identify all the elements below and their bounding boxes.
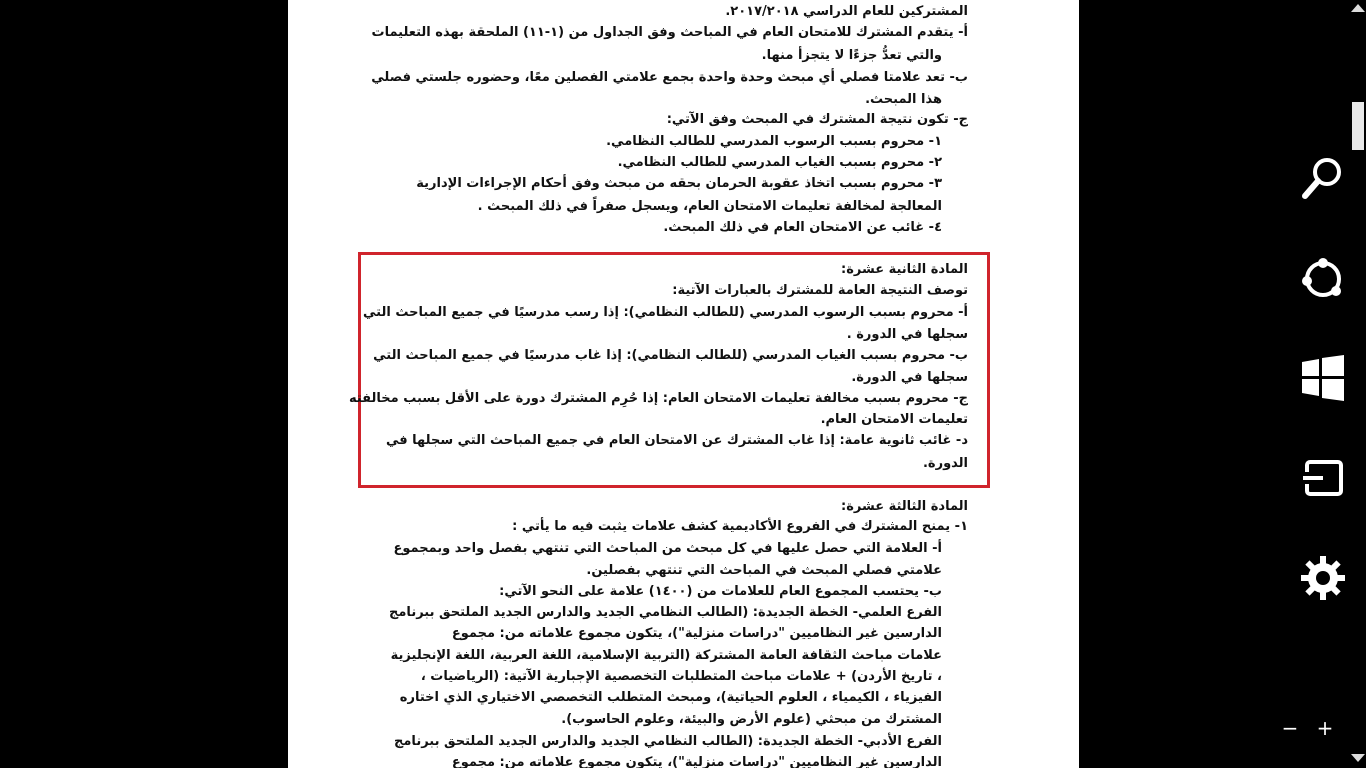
doc-line: هذا المبحث. <box>865 92 942 107</box>
article13-line: الفرع الأدبي- الخطة الجديدة: (الطالب النظامي الجديد والدارس الجديد الملتحق ببرنامج <box>394 734 942 749</box>
article13-line: ب- يحتسب المجموع العام للعلامات من (١٤٠٠) علامة على النحو الآتي: <box>499 584 942 599</box>
article13-line: أ- العلامة التي حصل عليها في كل مبحث من المباحث التي تنتهي بفصل واحد وبمجموع <box>393 541 942 556</box>
doc-line: ٤- غائب عن الامتحان العام في ذلك المبحث. <box>663 220 942 235</box>
zoom-out-button[interactable]: − <box>1281 716 1299 740</box>
article13-line: الفرع العلمي- الخطة الجديدة: (الطالب النظامي الجديد والدارس الجديد الملتحق ببرنامج <box>389 605 942 620</box>
article12-line: سجلها في الدورة. <box>851 370 968 385</box>
article13-line: الدارسين غير النظاميين "دراسات منزلية")، يتكون مجموع علاماته من: مجموع <box>451 626 942 641</box>
share-charm[interactable] <box>1295 250 1351 306</box>
doc-line: أ- يتقدم المشترك للامتحان العام في المباحث وفق الجداول من (١-١١) الملحقة بهذه التعليمات <box>371 25 968 40</box>
article13-line: المادة الثالثة عشرة: <box>841 499 968 514</box>
article13-line: المشترك من مبحثي (علوم الأرض والبيئة، وعلوم الحاسوب). <box>561 712 942 727</box>
article12-line: تعليمات الامتحان العام. <box>820 412 968 427</box>
article12-line: ب- محروم بسبب الغياب المدرسي (للطالب النظامي): إذا غاب مدرسيًا في جميع المباحث التي <box>373 348 968 363</box>
document-page <box>288 0 1079 768</box>
start-charm[interactable] <box>1295 350 1351 406</box>
scroll-thumb[interactable] <box>1352 102 1364 150</box>
devices-charm[interactable] <box>1295 450 1351 506</box>
scroll-up-arrow[interactable] <box>1351 4 1365 12</box>
search-charm[interactable] <box>1295 150 1351 206</box>
doc-line: والتي تعدُّ جزءًا لا يتجزأ منها. <box>761 48 942 63</box>
search-icon <box>1299 154 1347 202</box>
article12-line: د- غائب ثانوية عامة: إذا غاب المشترك عن الامتحان العام في جميع المباحث التي سجلها في <box>385 433 968 448</box>
scroll-down-arrow[interactable] <box>1351 754 1365 762</box>
article13-line: الدارسين غير النظاميين "دراسات منزلية")، يتكون مجموع علاماته من: مجموع <box>451 755 942 768</box>
article12-line: توصف النتيجة العامة للمشترك بالعبارات الآتية: <box>672 283 968 298</box>
article12-line: المادة الثانية عشرة: <box>841 262 968 277</box>
doc-line: المعالجة لمخالفة تعليمات الامتحان العام، ويسجل صفراً في ذلك المبحث . <box>477 199 942 214</box>
windows-icon <box>1300 355 1346 401</box>
article12-line: سجلها في الدورة . <box>846 327 968 342</box>
article12-line: ج- محروم بسبب مخالفة تعليمات الامتحان العام: إذا حُرِم المشترك دورة على الأقل بسبب مخالفته <box>348 391 968 406</box>
settings-charm[interactable] <box>1295 550 1351 606</box>
doc-line: ١- محروم بسبب الرسوب المدرسي للطالب النظامي. <box>606 134 942 149</box>
article13-line: علامات مباحث الثقافة العامة المشتركة (التربية الإسلامية، اللغة العربية، اللغة الإنجليزية <box>390 648 942 663</box>
doc-line: المشتركين للعام الدراسي ٢٠١٧/٢٠١٨. <box>725 4 968 19</box>
article13-line: ١- يمنح المشترك في الفروع الأكاديمية كشف علامات يثبت فيه ما يأتي : <box>512 519 968 534</box>
article13-line: الفيزياء ، الكيمياء ، العلوم الحياتية)، ومبحث المتطلب التخصصي الاختياري الذي اختاره <box>399 690 942 705</box>
article12-line: الدورة. <box>922 456 968 471</box>
devices-icon <box>1299 454 1347 502</box>
doc-line: ٢- محروم بسبب الغياب المدرسي للطالب النظامي. <box>617 155 942 170</box>
zoom-in-button[interactable]: + <box>1316 716 1334 740</box>
article13-line: علامتي فصلي المبحث في المباحث التي تنتهي بفصلين. <box>586 563 942 578</box>
doc-line: ٣- محروم بسبب اتخاذ عقوبة الحرمان بحقه من مبحث وفق أحكام الإجراءات الإدارية <box>416 176 942 191</box>
article13-line: ، تاريخ الأردن) + علامات مباحث المتطلبات التخصصية الإجبارية الآتية: (الرياضيات ، <box>420 669 942 684</box>
doc-line: ج- تكون نتيجة المشترك في المبحث وفق الآتي: <box>666 112 968 127</box>
gear-icon <box>1299 554 1347 602</box>
doc-line: ب- تعد علامتا فصلي أي مبحث وحدة واحدة بجمع علامتي الفصلين معًا، وحضوره جلستي فصلي <box>371 70 968 85</box>
share-icon <box>1298 253 1348 303</box>
article12-line: أ- محروم بسبب الرسوب المدرسي (للطالب النظامي): إذا رسب مدرسيًا في جميع المباحث التي <box>363 305 968 320</box>
